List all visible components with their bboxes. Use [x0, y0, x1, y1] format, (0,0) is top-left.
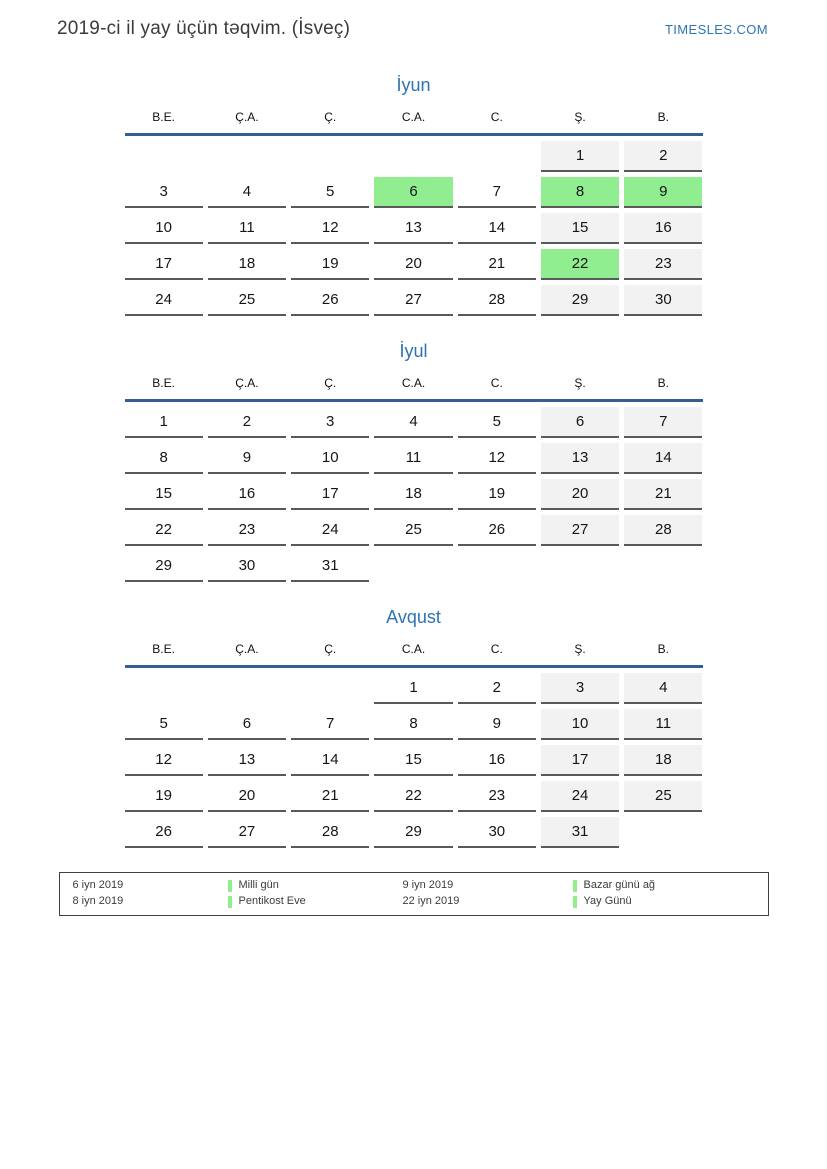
legend-label: Pentikost Eve — [238, 895, 306, 907]
day-cell: 21 — [624, 479, 702, 510]
legend-color-bar-icon — [228, 880, 232, 892]
day-cell: 8 — [125, 443, 203, 474]
day-cell: 1 — [125, 407, 203, 438]
day-cell: 30 — [208, 551, 286, 582]
day-cell: 18 — [374, 479, 452, 510]
day-cell: 2 — [208, 407, 286, 438]
day-cell: 9 — [208, 443, 286, 474]
day-name: C. — [490, 642, 503, 656]
day-cell: 28 — [291, 817, 369, 848]
day-cell-empty — [125, 141, 203, 172]
day-cell: 11 — [374, 443, 452, 474]
day-cell: 6 — [208, 709, 286, 740]
day-name: B.E. — [152, 642, 175, 656]
day-cell: 7 — [458, 177, 536, 208]
day-cell: 16 — [624, 213, 702, 244]
day-cell: 12 — [125, 745, 203, 776]
day-cell: 25 — [374, 515, 452, 546]
day-cell: 23 — [458, 781, 536, 812]
day-cell: 6 — [541, 407, 619, 438]
day-cell: 18 — [624, 745, 702, 776]
day-cell: 16 — [458, 745, 536, 776]
day-cell: 30 — [458, 817, 536, 848]
month-2 — [125, 340, 703, 582]
weeks-grid — [125, 402, 703, 582]
legend-color-bar-icon — [573, 880, 577, 892]
day-name: Ş. — [574, 110, 586, 124]
day-cell: 9 — [624, 177, 702, 208]
day-cell: 26 — [291, 285, 369, 316]
legend-date: 22 iyn 2019 — [402, 895, 460, 907]
day-cell: 1 — [541, 141, 619, 172]
day-cell: 19 — [125, 781, 203, 812]
month-title: İyul — [399, 341, 428, 361]
day-cell: 9 — [458, 709, 536, 740]
day-cell: 26 — [125, 817, 203, 848]
day-name: Ç.A. — [235, 642, 259, 656]
day-name-row — [125, 376, 703, 402]
legend-color-bar-icon — [573, 896, 577, 908]
day-cell: 20 — [541, 479, 619, 510]
day-name: Ş. — [574, 642, 586, 656]
day-cell: 17 — [291, 479, 369, 510]
day-cell-empty — [541, 551, 619, 582]
day-cell: 7 — [624, 407, 702, 438]
day-cell-empty — [374, 551, 452, 582]
month-1 — [125, 74, 703, 316]
day-cell: 4 — [208, 177, 286, 208]
day-cell: 26 — [458, 515, 536, 546]
day-name: B.E. — [152, 376, 175, 390]
day-cell: 30 — [624, 285, 702, 316]
day-cell: 16 — [208, 479, 286, 510]
weeks-grid — [125, 136, 703, 316]
day-name: Ç.A. — [235, 110, 259, 124]
day-cell-empty — [624, 817, 702, 848]
day-name: B. — [657, 376, 670, 390]
site-link[interactable]: TIMESLES.COM — [664, 21, 768, 37]
day-cell-empty — [291, 141, 369, 172]
day-name: C. — [490, 110, 503, 124]
legend-label: Milli gün — [238, 879, 279, 891]
day-cell: 20 — [374, 249, 452, 280]
day-cell: 27 — [208, 817, 286, 848]
day-cell: 5 — [458, 407, 536, 438]
day-cell: 17 — [125, 249, 203, 280]
legend-label: Yay Günü — [583, 895, 632, 907]
day-cell: 2 — [458, 673, 536, 704]
day-cell-empty — [458, 141, 536, 172]
day-cell: 12 — [291, 213, 369, 244]
day-name: B. — [657, 110, 670, 124]
day-cell: 29 — [374, 817, 452, 848]
day-cell-empty — [374, 141, 452, 172]
legend-label: Bazar günü ağ — [583, 879, 656, 891]
day-cell: 19 — [458, 479, 536, 510]
day-cell-empty — [208, 141, 286, 172]
day-cell: 13 — [374, 213, 452, 244]
day-cell: 19 — [291, 249, 369, 280]
day-cell: 27 — [541, 515, 619, 546]
day-name: C.A. — [401, 376, 426, 390]
day-cell: 21 — [291, 781, 369, 812]
day-name: C. — [490, 376, 503, 390]
day-cell: 31 — [541, 817, 619, 848]
day-cell: 27 — [374, 285, 452, 316]
day-cell: 23 — [624, 249, 702, 280]
day-cell: 4 — [624, 673, 702, 704]
legend-date: 6 iyn 2019 — [72, 879, 124, 891]
legend-date: 8 iyn 2019 — [72, 895, 124, 907]
day-cell: 17 — [541, 745, 619, 776]
day-cell: 6 — [374, 177, 452, 208]
day-cell: 28 — [624, 515, 702, 546]
day-name-row — [125, 110, 703, 136]
day-cell: 4 — [374, 407, 452, 438]
day-cell: 15 — [125, 479, 203, 510]
day-cell: 12 — [458, 443, 536, 474]
day-cell: 24 — [541, 781, 619, 812]
month-title: İyun — [396, 75, 431, 95]
day-cell: 7 — [291, 709, 369, 740]
day-name: Ç. — [324, 642, 337, 656]
day-cell: 10 — [291, 443, 369, 474]
day-cell: 29 — [541, 285, 619, 316]
day-cell: 22 — [125, 515, 203, 546]
day-cell-empty — [624, 551, 702, 582]
weeks-grid — [125, 668, 703, 848]
legend-item — [228, 894, 403, 909]
legend-item — [573, 878, 760, 893]
day-cell: 11 — [208, 213, 286, 244]
page-header — [0, 0, 827, 40]
day-cell-empty — [291, 673, 369, 704]
day-cell: 22 — [374, 781, 452, 812]
day-cell: 13 — [541, 443, 619, 474]
day-name: C.A. — [401, 110, 426, 124]
day-cell: 13 — [208, 745, 286, 776]
day-cell: 1 — [374, 673, 452, 704]
day-cell: 21 — [458, 249, 536, 280]
day-cell: 3 — [125, 177, 203, 208]
day-name: Ş. — [574, 376, 586, 390]
day-cell: 5 — [125, 709, 203, 740]
day-cell: 3 — [541, 673, 619, 704]
day-name: Ç. — [324, 110, 337, 124]
day-cell: 28 — [458, 285, 536, 316]
day-name: B.E. — [152, 110, 175, 124]
day-cell: 5 — [291, 177, 369, 208]
day-cell: 23 — [208, 515, 286, 546]
day-cell: 24 — [125, 285, 203, 316]
day-cell-empty — [125, 673, 203, 704]
day-cell-empty — [208, 673, 286, 704]
day-cell: 25 — [208, 285, 286, 316]
day-cell: 31 — [291, 551, 369, 582]
day-cell: 25 — [624, 781, 702, 812]
legend-item — [228, 878, 403, 893]
month-title: Avqust — [386, 607, 441, 627]
day-cell: 11 — [624, 709, 702, 740]
months-container — [125, 74, 703, 848]
day-cell-empty — [458, 551, 536, 582]
legend-date: 9 iyn 2019 — [402, 879, 454, 891]
day-cell: 2 — [624, 141, 702, 172]
day-name: Ç.A. — [235, 376, 259, 390]
day-cell: 24 — [291, 515, 369, 546]
legend-box — [59, 872, 769, 916]
day-cell: 18 — [208, 249, 286, 280]
legend-color-bar-icon — [228, 896, 232, 908]
day-name: B. — [657, 642, 670, 656]
day-name: Ç. — [324, 376, 337, 390]
day-cell: 8 — [374, 709, 452, 740]
day-name: C.A. — [401, 642, 426, 656]
day-cell: 14 — [291, 745, 369, 776]
day-cell: 14 — [458, 213, 536, 244]
day-cell: 3 — [291, 407, 369, 438]
day-cell: 20 — [208, 781, 286, 812]
legend-item — [573, 894, 760, 909]
day-cell: 29 — [125, 551, 203, 582]
day-cell: 15 — [374, 745, 452, 776]
day-cell: 8 — [541, 177, 619, 208]
month-3 — [125, 606, 703, 848]
day-name-row — [125, 642, 703, 668]
page-title: 2019-ci il yay üçün təqvim. (İsveç) — [57, 18, 351, 39]
day-cell: 14 — [624, 443, 702, 474]
day-cell: 10 — [541, 709, 619, 740]
day-cell: 10 — [125, 213, 203, 244]
day-cell: 22 — [541, 249, 619, 280]
day-cell: 15 — [541, 213, 619, 244]
